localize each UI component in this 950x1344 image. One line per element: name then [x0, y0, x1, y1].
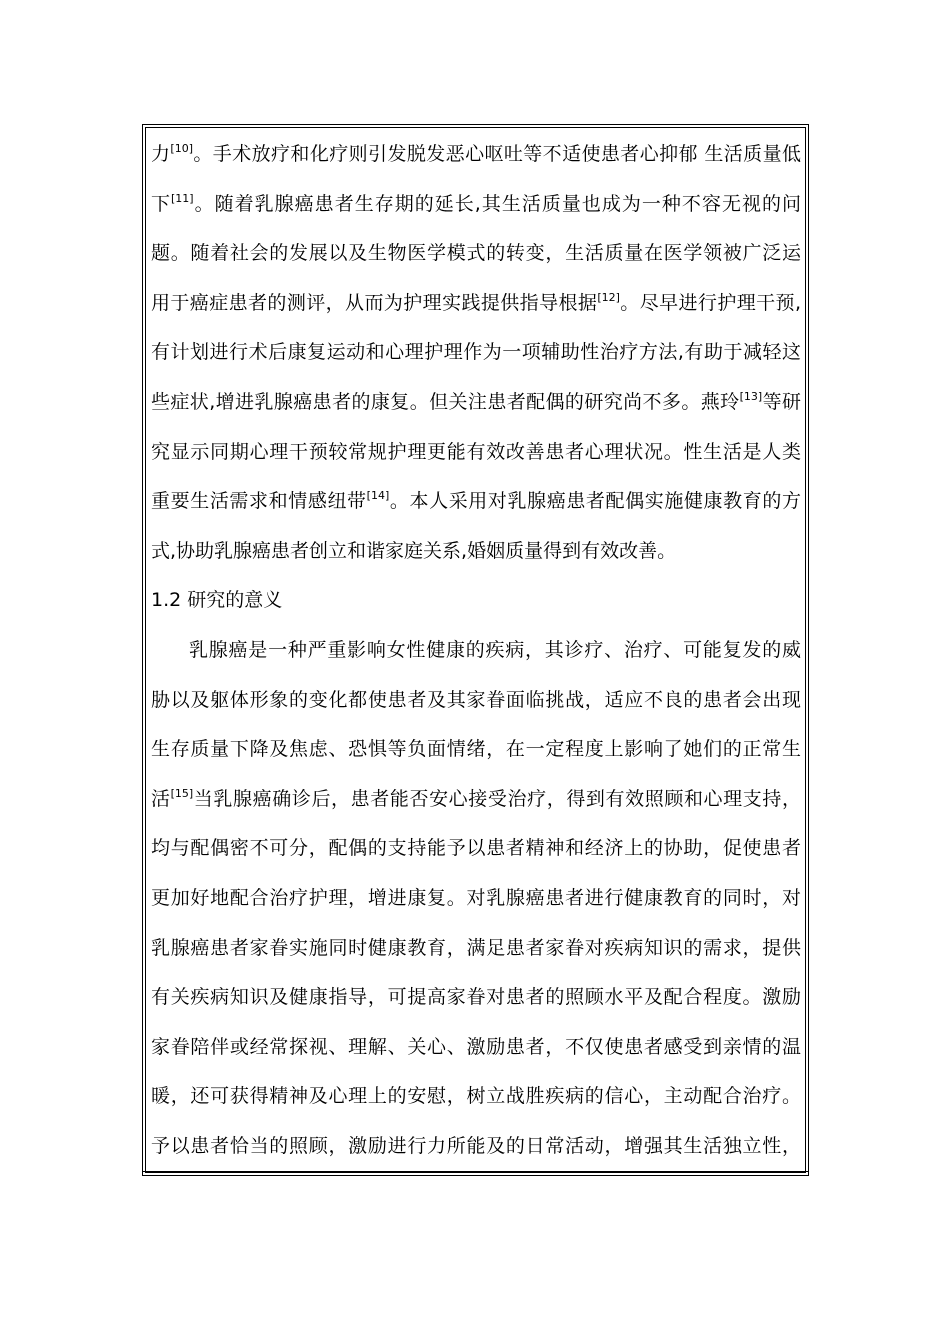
text: 式,协助乳腺癌患者创立和谐家庭关系,婚姻质量得到有效改善。: [151, 539, 677, 562]
text: 。手术放疗和化疗则引发脱发恶心呕吐等不适使患者心抑郁 生活质量低: [193, 143, 801, 165]
p1-line-9: [151, 527, 801, 577]
citation: [10]: [170, 142, 193, 155]
p2-line-4: [151, 775, 801, 825]
text: 更加好地配合治疗护理，增进康复。对乳腺癌患者进行健康教育的同时，对: [151, 886, 801, 909]
text: 下: [151, 192, 172, 215]
p1-line-3: [151, 229, 801, 279]
text: 乳腺癌患者家眷实施同时健康教育，满足患者家眷对疾病知识的需求，提供: [151, 936, 801, 959]
text: 。本人采用对乳腺癌患者配偶实施健康教育的方: [389, 490, 801, 513]
text: 暖，还可获得精神及心理上的安慰，树立战胜疾病的信心，主动配合治疗。: [151, 1085, 801, 1108]
p2-line-6: [151, 874, 801, 924]
text: 。尽早进行护理干预,: [619, 291, 801, 314]
text: 力: [151, 143, 171, 165]
document-body: [151, 130, 801, 1171]
p1-line-8: [151, 477, 801, 527]
text: 究显示同期心理干预较常规护理更能有效改善患者心理状况。性生活是人类: [151, 440, 801, 463]
citation: [11]: [171, 191, 194, 205]
p2-line-11: [151, 1122, 801, 1172]
citation: [12]: [597, 290, 620, 304]
text: 。随着乳腺癌患者生存期的延长,其生活质量也成为一种不容无视的问: [193, 192, 801, 215]
p2-line-10: [151, 1072, 801, 1122]
section-heading: 1.2 研究的意义: [151, 589, 283, 612]
p1-line-7: [151, 428, 801, 478]
citation: [15]: [170, 786, 194, 800]
p2-line-3: [151, 725, 801, 775]
text: 有计划进行术后康复运动和心理护理作为一项辅助性治疗方法,有助于减轻这: [151, 341, 801, 364]
text: 予以患者恰当的照顾，激励进行力所能及的日常活动，增强其生活独立性，: [151, 1134, 801, 1157]
p2-line-7: [151, 924, 801, 974]
p2-line-2: [151, 676, 801, 726]
citation: [13]: [739, 389, 763, 403]
p1-line-5: [151, 328, 801, 378]
paragraph-2: [151, 626, 801, 1172]
p2-line-8: [151, 973, 801, 1023]
p1-line-4: [151, 279, 801, 329]
p1-line-2: [151, 180, 801, 230]
citation: [14]: [366, 489, 390, 503]
text: 题。随着社会的发展以及生物医学模式的转变，生活质量在医学领被广泛运: [151, 242, 801, 265]
text: 当乳腺癌确诊后，患者能否安心接受治疗，得到有效照顾和心理支持，: [193, 787, 801, 810]
text: 胁以及躯体形象的变化都使患者及其家眷面临挑战，适应不良的患者会出现: [151, 688, 801, 711]
p2-line-9: [151, 1023, 801, 1073]
text: 活: [151, 787, 171, 810]
p1-line-1: [151, 130, 801, 180]
text: 有关疾病知识及健康指导，可提高家眷对患者的照顾水平及配合程度。激励: [151, 986, 801, 1009]
paragraph-1: [151, 130, 801, 576]
text: 等研: [762, 390, 801, 413]
p2-line-5: [151, 824, 801, 874]
text: 均与配偶密不可分，配偶的支持能予以患者精神和经济上的协助，促使患者: [151, 837, 801, 860]
text: 重要生活需求和情感纽带: [151, 490, 367, 513]
p1-line-6: [151, 378, 801, 428]
text: 用于癌症患者的测评，从而为护理实践提供指导根据: [151, 291, 598, 314]
text: 乳腺癌是一种严重影响女性健康的疾病，其诊疗、治疗、可能复发的威: [189, 638, 801, 661]
text: 家眷陪伴或经常探视、理解、关心、激励患者，不仅使患者感受到亲情的温: [151, 1035, 801, 1058]
p2-line-1: [151, 626, 801, 676]
text: 生存质量下降及焦虑、恐惧等负面情绪，在一定程度上影响了她们的正常生: [151, 738, 801, 761]
text: 些症状,增进乳腺癌患者的康复。但关注患者配偶的研究尚不多。燕玲: [151, 390, 740, 413]
